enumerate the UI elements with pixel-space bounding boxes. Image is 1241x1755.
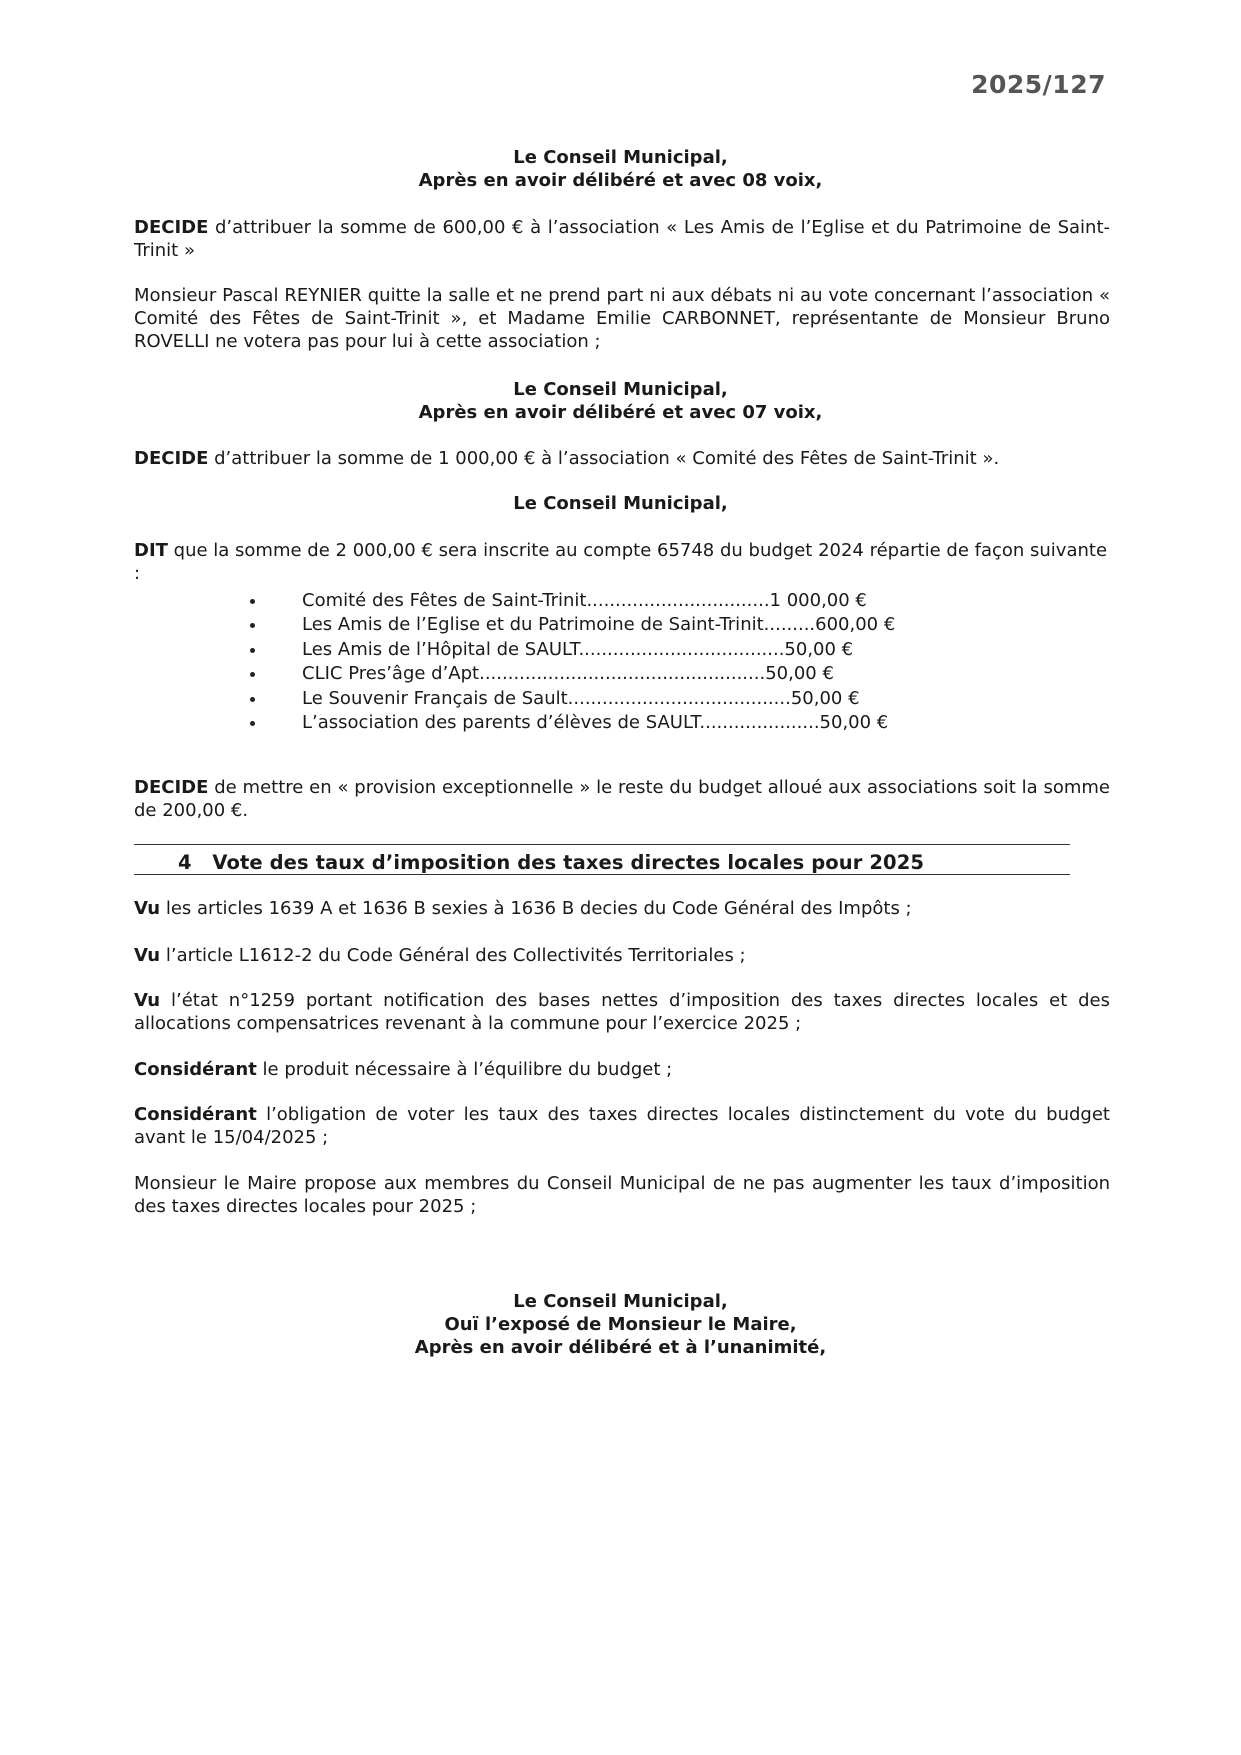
council-heading-line: Après en avoir délibéré et avec 08 voix, <box>418 170 823 191</box>
council-heading-line: Après en avoir délibéré et à l’unanimité, <box>414 1337 827 1358</box>
list-item-text: Les Amis de l’Eglise et du Patrimoine de Saint-Trinit.........600,00 € <box>302 614 896 636</box>
paragraph-text: Monsieur le Maire propose aux membres du Conseil Municipal de ne pas augmenter les taux d’imposition des taxes directes locales pour 2025 ; <box>134 1173 1110 1217</box>
paragraph-text: le produit nécessaire à l’équilibre du budget ; <box>262 1059 673 1080</box>
council-heading-line: Le Conseil Municipal, <box>513 379 728 400</box>
paragraph-text: Monsieur Pascal REYNIER quitte la salle et ne prend part ni aux débats ni au vote concernant l’association « Comité des Fêtes de Saint-Trinit », et Madame Emilie CARBONNET, représentante de Monsieur Bruno ROVELLI ne votera pas pour lui à cette association ; <box>134 285 1110 352</box>
list-item-text: L’association des parents d’élèves de SAULT.....................50,00 € <box>302 711 889 733</box>
council-heading-line: Ouï l’exposé de Monsieur le Maire, <box>444 1314 797 1335</box>
considerant-paragraph-1 <box>134 1058 1110 1081</box>
decide-paragraph-2 <box>134 447 1110 470</box>
paragraph-text: d’attribuer la somme de 1 000,00 € à l’association « Comité des Fêtes de Saint-Trinit ». <box>214 448 1000 469</box>
paragraph-text: l’état n°1259 portant notification des bases nettes d’imposition des taxes directes locales et des allocations compensatrices revenant à la commune pour l’exercice 2025 ; <box>134 990 1110 1034</box>
bullet-icon <box>250 672 255 677</box>
bullet-icon <box>250 648 255 653</box>
decide-keyword: DECIDE <box>134 777 209 798</box>
vu-keyword: Vu <box>134 898 161 919</box>
bullet-icon <box>250 623 255 628</box>
council-heading-line: Le Conseil Municipal, <box>513 493 728 514</box>
section-number: 4 <box>178 851 192 874</box>
decide-paragraph-1 <box>134 216 1110 262</box>
vu-paragraph-1 <box>134 897 1110 920</box>
section-title-text: Vote des taux d’imposition des taxes directes locales pour 2025 <box>212 851 925 874</box>
paragraph-text: les articles 1639 A et 1636 B sexies à 1636 B decies du Code Général des Impôts ; <box>165 898 912 919</box>
bullet-icon <box>250 721 255 726</box>
vu-keyword: Vu <box>134 990 161 1011</box>
considerant-paragraph-2 <box>134 1103 1110 1149</box>
list-item <box>236 589 936 613</box>
council-heading-3 <box>0 492 1241 515</box>
decide-paragraph-3 <box>134 776 1110 822</box>
considerant-keyword: Considérant <box>134 1104 257 1125</box>
council-heading-line: Après en avoir délibéré et avec 07 voix, <box>418 402 823 423</box>
section-4-title <box>178 851 924 874</box>
paragraph-text: l’obligation de voter les taux des taxes directes locales distinctement du vote du budget avant le 15/04/2025 ; <box>134 1104 1110 1148</box>
council-heading-2 <box>0 378 1241 424</box>
paragraph-text: que la somme de 2 000,00 € sera inscrite au compte 65748 du budget 2024 répartie de façon suivante : <box>134 540 1108 584</box>
paragraph-text: de mettre en « provision exceptionnelle » le reste du budget alloué aux associations soit la somme de 200,00 €. <box>134 777 1110 821</box>
section-rule-top <box>134 844 1070 845</box>
paragraph-text: l’article L1612-2 du Code Général des Collectivités Territoriales ; <box>165 945 746 966</box>
decide-keyword: DECIDE <box>134 217 209 238</box>
list-item <box>236 687 936 711</box>
list-item <box>236 638 936 662</box>
bullet-icon <box>250 697 255 702</box>
dit-keyword: DIT <box>134 540 168 561</box>
list-item <box>236 662 936 686</box>
list-item-text: Les Amis de l’Hôpital de SAULT....................................50,00 € <box>302 638 854 660</box>
section-rule-bottom <box>134 874 1070 875</box>
list-item <box>236 711 936 735</box>
reynier-paragraph <box>134 284 1110 353</box>
bullet-icon <box>250 599 255 604</box>
council-heading-4 <box>0 1290 1241 1359</box>
list-item-text: Le Souvenir Français de Sault.......................................50,00 € <box>302 687 860 709</box>
decide-keyword: DECIDE <box>134 448 209 469</box>
vu-keyword: Vu <box>134 945 161 966</box>
maire-paragraph <box>134 1172 1110 1218</box>
council-heading-line: Le Conseil Municipal, <box>513 1291 728 1312</box>
council-heading-line: Le Conseil Municipal, <box>513 147 728 168</box>
page-number: 2025/127 <box>971 70 1106 99</box>
vu-paragraph-3 <box>134 989 1110 1035</box>
council-heading-1 <box>0 146 1241 192</box>
vu-paragraph-2 <box>134 944 1110 967</box>
allocation-list <box>236 589 936 735</box>
list-item-text: CLIC Pres’âge d’Apt..................................................50,00 € <box>302 663 834 685</box>
dit-paragraph <box>134 539 1110 585</box>
paragraph-text: d’attribuer la somme de 600,00 € à l’association « Les Amis de l’Eglise et du Patrimoine de Saint-Trinit » <box>134 217 1110 261</box>
list-item <box>236 613 936 637</box>
list-item-text: Comité des Fêtes de Saint-Trinit................................1 000,00 € <box>302 590 867 611</box>
considerant-keyword: Considérant <box>134 1059 257 1080</box>
